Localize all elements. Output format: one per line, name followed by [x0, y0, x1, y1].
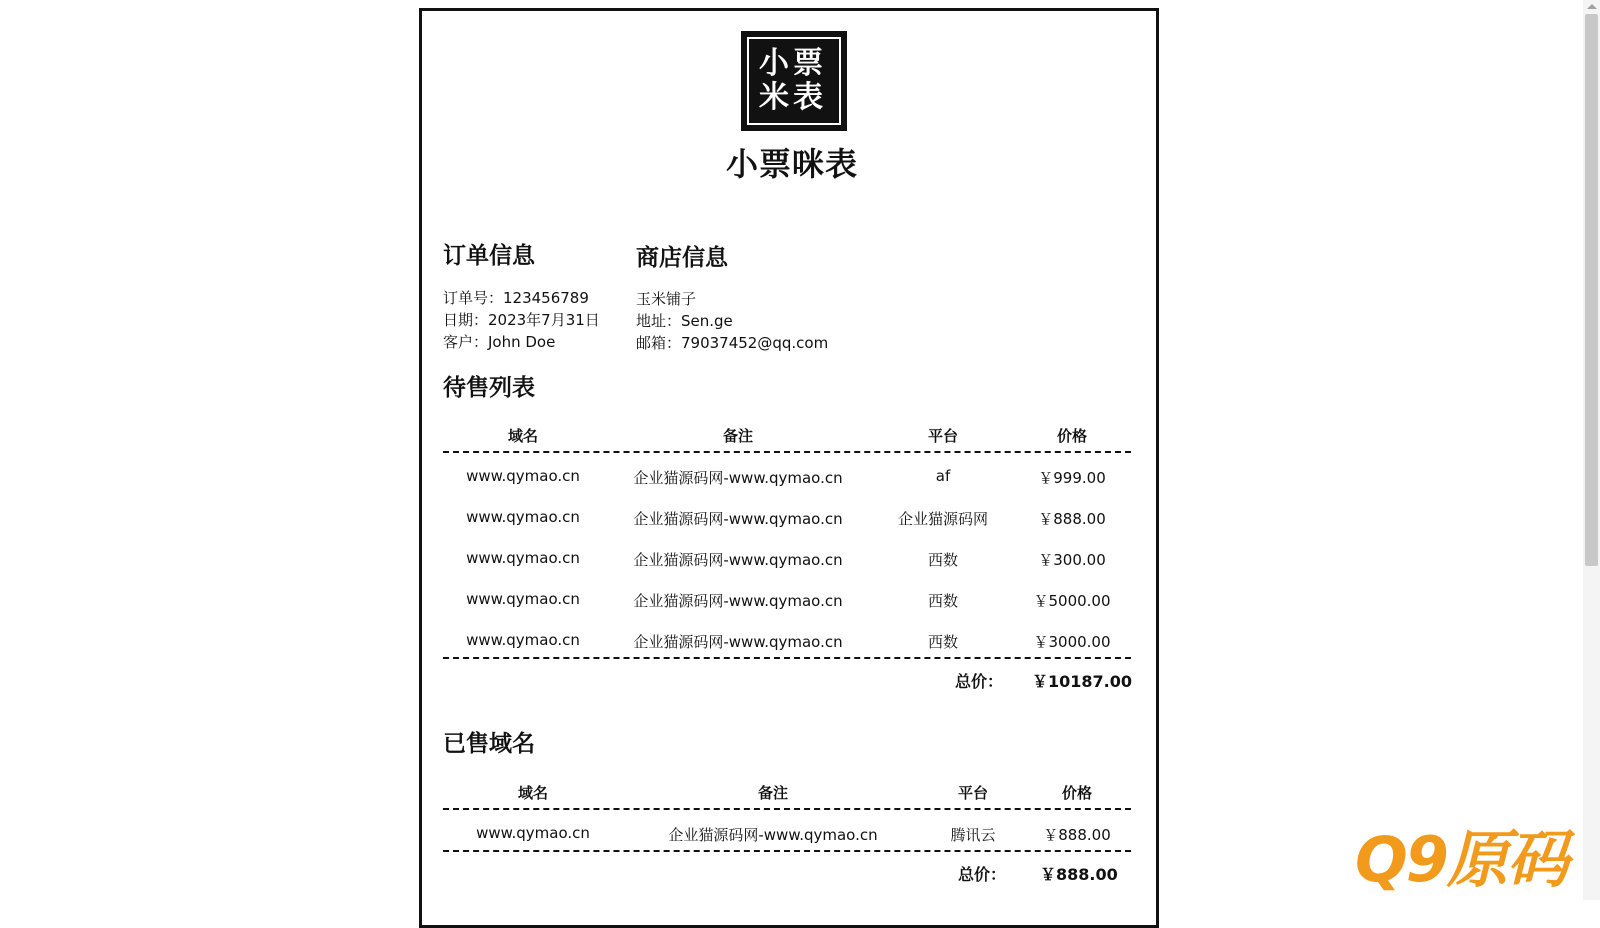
watermark: Q9原码	[1355, 823, 1567, 896]
shop-email: 邮箱：79037452@qq.com	[636, 334, 829, 352]
logo-char: 表	[793, 80, 823, 115]
order-number: 订单号：123456789	[443, 289, 589, 307]
table-cell: ￥300.00	[1038, 551, 1106, 569]
total-label: 总价：	[958, 865, 1007, 884]
table-header: 价格	[1061, 784, 1092, 802]
table-cell: ￥999.00	[1038, 469, 1106, 487]
table-cell: 腾讯云	[950, 826, 996, 844]
logo-char: 米	[759, 80, 789, 115]
dashed-divider	[443, 850, 1131, 852]
table-header: 域名	[517, 784, 548, 802]
brand-logo	[741, 31, 847, 131]
table-cell: 西数	[927, 592, 958, 610]
order-customer: 客户：John Doe	[443, 333, 556, 351]
scrollbar[interactable]	[1583, 0, 1600, 900]
table-cell: 企业猫源码网	[897, 510, 988, 528]
table-cell: www.qymao.cn	[466, 508, 580, 526]
table-header: 域名	[507, 427, 538, 445]
table-header: 平台	[957, 784, 988, 802]
table-header: 备注	[757, 784, 788, 802]
total-label: 总价：	[955, 672, 1004, 691]
table-cell: 企业猫源码网-www.qymao.cn	[668, 826, 878, 844]
brand-name: 小票咪表	[725, 145, 858, 183]
table-cell: 企业猫源码网-www.qymao.cn	[633, 510, 843, 528]
table-cell: ￥888.00	[1043, 826, 1111, 844]
for-sale-title: 待售列表	[443, 375, 535, 401]
dashed-divider	[443, 451, 1131, 453]
table-cell: www.qymao.cn	[466, 467, 580, 485]
table-cell: ￥888.00	[1038, 510, 1106, 528]
shop-info-title: 商店信息	[636, 245, 728, 271]
table-cell: 企业猫源码网-www.qymao.cn	[633, 592, 843, 610]
logo-char: 小	[759, 46, 789, 81]
table-cell: ￥3000.00	[1033, 633, 1111, 651]
total-value: ￥888.00	[1040, 865, 1118, 884]
table-cell: ￥5000.00	[1033, 592, 1111, 610]
table-cell: 企业猫源码网-www.qymao.cn	[633, 633, 843, 651]
total-value: ￥10187.00	[1032, 672, 1133, 691]
table-header: 价格	[1056, 427, 1087, 445]
table-cell: 企业猫源码网-www.qymao.cn	[633, 469, 843, 487]
scrollbar-thumb[interactable]	[1585, 14, 1598, 566]
scroll-up-arrow-icon[interactable]	[1587, 4, 1597, 9]
table-cell: www.qymao.cn	[466, 549, 580, 567]
table-header: 平台	[927, 427, 958, 445]
table-cell: www.qymao.cn	[476, 824, 590, 842]
dashed-divider	[443, 657, 1131, 659]
table-cell: 企业猫源码网-www.qymao.cn	[633, 551, 843, 569]
sold-title: 已售域名	[443, 731, 535, 757]
table-header: 备注	[722, 427, 753, 445]
receipt	[419, 8, 1159, 928]
shop-name: 玉米铺子	[636, 290, 697, 308]
order-date: 日期：2023年7月31日	[443, 311, 600, 329]
table-cell: 西数	[927, 633, 958, 651]
logo-char: 票	[793, 46, 823, 81]
shop-address: 地址：Sen.ge	[636, 312, 733, 330]
table-cell: www.qymao.cn	[466, 631, 580, 649]
table-cell: af	[935, 467, 951, 485]
table-cell: 西数	[927, 551, 958, 569]
order-info-title: 订单信息	[443, 243, 535, 269]
table-cell: www.qymao.cn	[466, 590, 580, 608]
dashed-divider	[443, 808, 1131, 810]
